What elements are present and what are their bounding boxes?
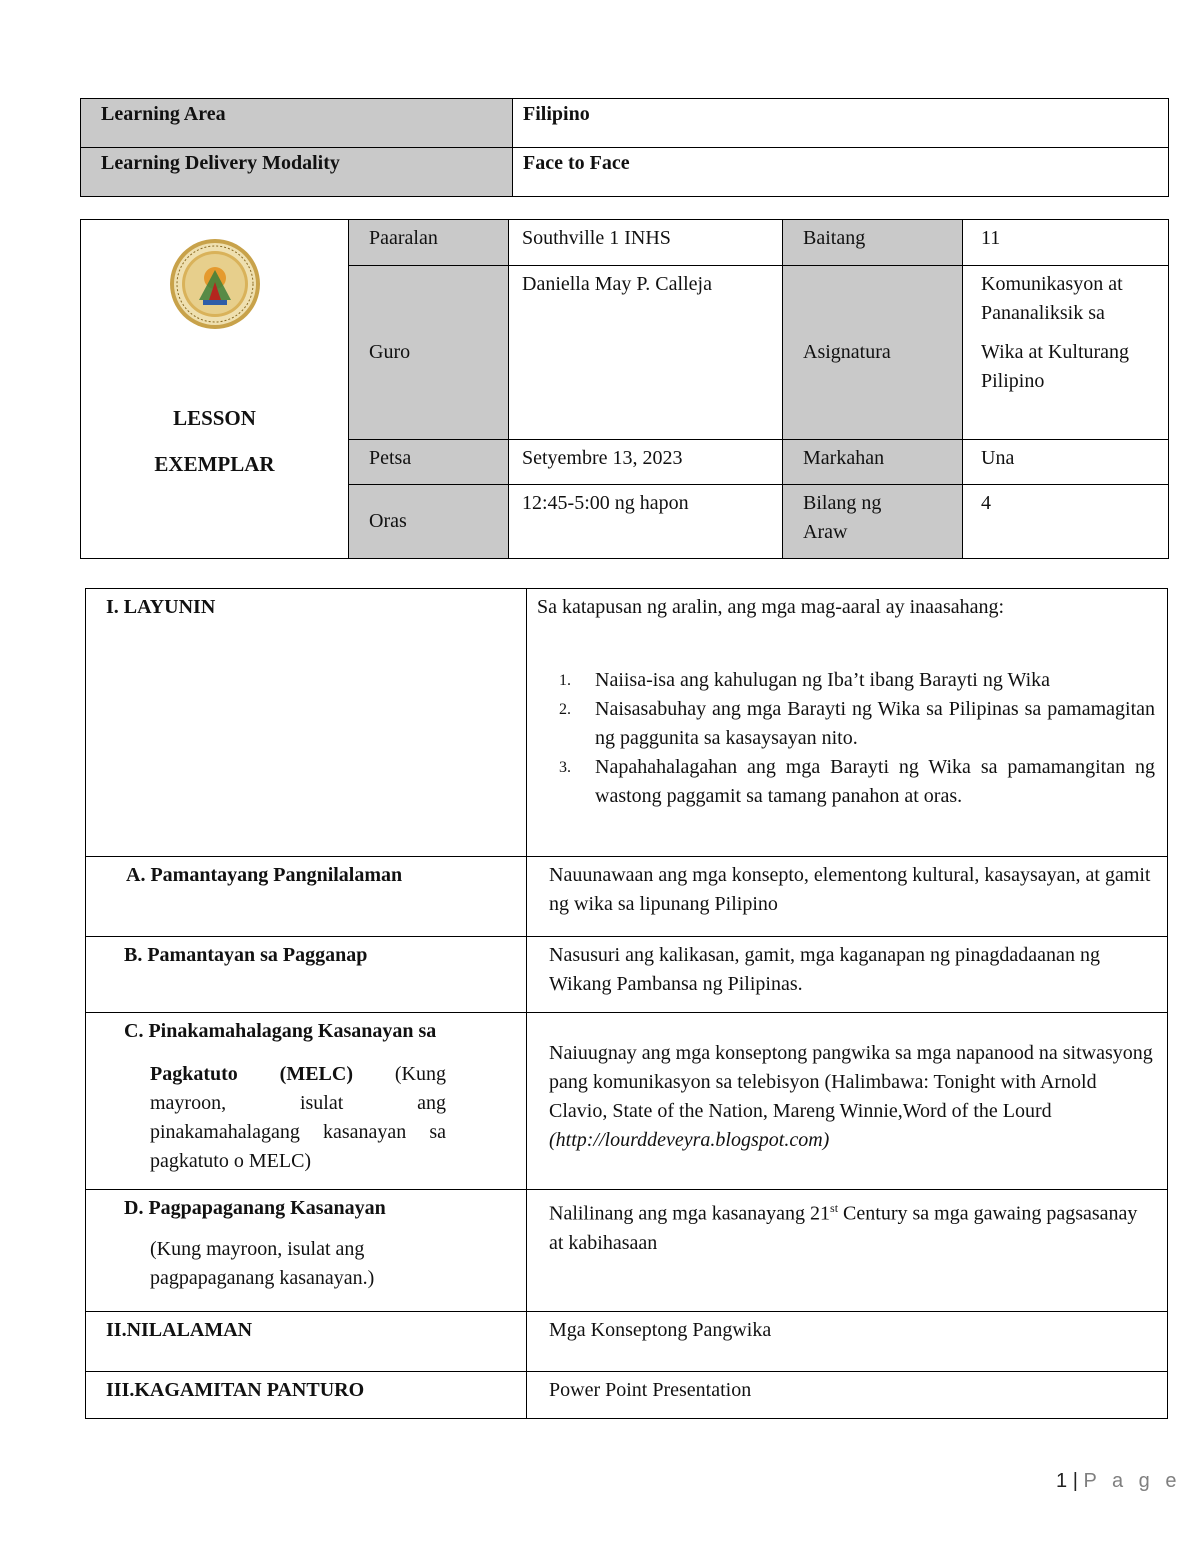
objective-text: Naisasabuhay ang mga Barayti ng Wika sa Pilipinas sa pamamagitan ng paggunita sa kasaysayan nito. <box>595 698 1155 749</box>
d-label-cell <box>86 1190 527 1312</box>
layunin-label: I. LAYUNIN <box>86 589 527 857</box>
c-label-bold: Pagkatuto (MELC) <box>150 1063 353 1085</box>
objective-number: 1. <box>559 672 571 689</box>
bilang-label: Bilang ng Araw <box>783 485 963 559</box>
markahan-label: Markahan <box>783 440 963 485</box>
guro-value: Daniella May P. Calleja <box>509 266 783 440</box>
guro-label: Guro <box>349 266 509 440</box>
learning-area-table <box>80 98 1169 197</box>
c-note: (Kung mayroon, isulat ang pinakamahalagang kasanayan sa pagkatuto o MELC) <box>150 1063 446 1172</box>
markahan-value: Una <box>963 440 1169 485</box>
d-value-post: Century sa mga gawaing pagsasanay at kabihasaan <box>549 1202 1138 1254</box>
petsa-label: Petsa <box>349 440 509 485</box>
asignatura-value <box>963 266 1169 440</box>
b-value: Nasusuri ang kalikasan, gamit, mga kaganapan ng pinagdadaanan ng Wikang Pambansa ng Pilipinas. <box>527 937 1168 1013</box>
paaralan-label: Paaralan <box>349 220 509 266</box>
asignatura-label: Asignatura <box>783 266 963 440</box>
lesson-title-line1: LESSON <box>173 406 256 430</box>
objectives-list <box>537 666 1155 811</box>
layunin-content <box>527 589 1168 857</box>
kagamitan-value: Power Point Presentation <box>527 1372 1168 1419</box>
c-label-cell <box>86 1013 527 1190</box>
c-label: C. Pinakamahalagang Kasanayan sa <box>124 1020 437 1042</box>
a-value: Nauunawaan ang mga konsepto, elementong kultural, kasaysayan, at gamit ng wika sa lipunang Pilipino <box>527 857 1168 937</box>
baitang-value: 11 <box>963 220 1169 266</box>
nilalaman-value: Mga Konseptong Pangwika <box>527 1312 1168 1372</box>
lesson-title-line2: EXEMPLAR <box>154 452 275 476</box>
delivery-modality-label: Learning Delivery Modality <box>81 148 513 197</box>
d-value-sup: st <box>830 1201 839 1215</box>
objective-item <box>537 666 1155 695</box>
d-value-pre: Nalilinang ang mga kasanayang 21 <box>549 1202 831 1225</box>
objective-number: 3. <box>559 759 571 776</box>
a-label: A. Pamantayang Pangnilalaman <box>86 857 527 937</box>
layunin-intro: Sa katapusan ng aralin, ang mga mag-aaral ay inaasahang: <box>537 596 1005 618</box>
oras-label: Oras <box>349 485 509 559</box>
page-footer <box>1056 1470 1181 1493</box>
c-value-cell <box>527 1013 1168 1190</box>
school-info-table <box>80 219 1169 559</box>
d-note: (Kung mayroon, isulat ang pagpapaganang kasanayan.) <box>150 1238 375 1289</box>
deped-seal-icon <box>81 238 348 339</box>
lesson-exemplar-cell <box>81 220 349 559</box>
d-value-cell <box>527 1190 1168 1312</box>
petsa-value: Setyembre 13, 2023 <box>509 440 783 485</box>
asignatura-value-2: Wika at Kulturang Pilipino <box>981 341 1130 392</box>
page-separator: | <box>1072 1470 1078 1492</box>
asignatura-value-1: Komunikasyon at Pananaliksik sa <box>981 273 1123 324</box>
objective-item <box>537 753 1155 811</box>
bilang-value: 4 <box>963 485 1169 559</box>
objective-number: 2. <box>559 701 571 718</box>
learning-area-value: Filipino <box>513 99 1169 148</box>
page-word: P a g e <box>1083 1470 1182 1492</box>
objective-item <box>537 695 1155 753</box>
page-number: 1 <box>1056 1470 1068 1492</box>
lesson-plan-table <box>85 588 1168 1419</box>
objective-text: Naiisa-isa ang kahulugan ng Iba’t ibang Barayti ng Wika <box>595 669 1050 691</box>
d-label: D. Pagpapaganang Kasanayan <box>124 1197 386 1219</box>
nilalaman-label: II.NILALAMAN <box>86 1312 527 1372</box>
c-value: Naiuugnay ang mga konseptong pangwika sa mga napanood na sitwasyong pang komunikasyon sa telebisyon (Halimbawa: Tonight with Arnold Clavio, State of the Nation, Mareng Winnie,Word of the Lourd <box>549 1042 1153 1122</box>
learning-area-label: Learning Area <box>81 99 513 148</box>
objective-text: Napahahalagahan ang mga Barayti ng Wika sa pamamangitan ng wastong paggamit sa tamang panahon at oras. <box>595 756 1155 807</box>
c-link: (http://lourddeveyra.blogspot.com) <box>549 1129 830 1151</box>
b-label: B. Pamantayan sa Pagganap <box>86 937 527 1013</box>
kagamitan-label: III.KAGAMITAN PANTURO <box>86 1372 527 1419</box>
baitang-label: Baitang <box>783 220 963 266</box>
paaralan-value: Southville 1 INHS <box>509 220 783 266</box>
delivery-modality-value: Face to Face <box>513 148 1169 197</box>
oras-value: 12:45-5:00 ng hapon <box>509 485 783 559</box>
